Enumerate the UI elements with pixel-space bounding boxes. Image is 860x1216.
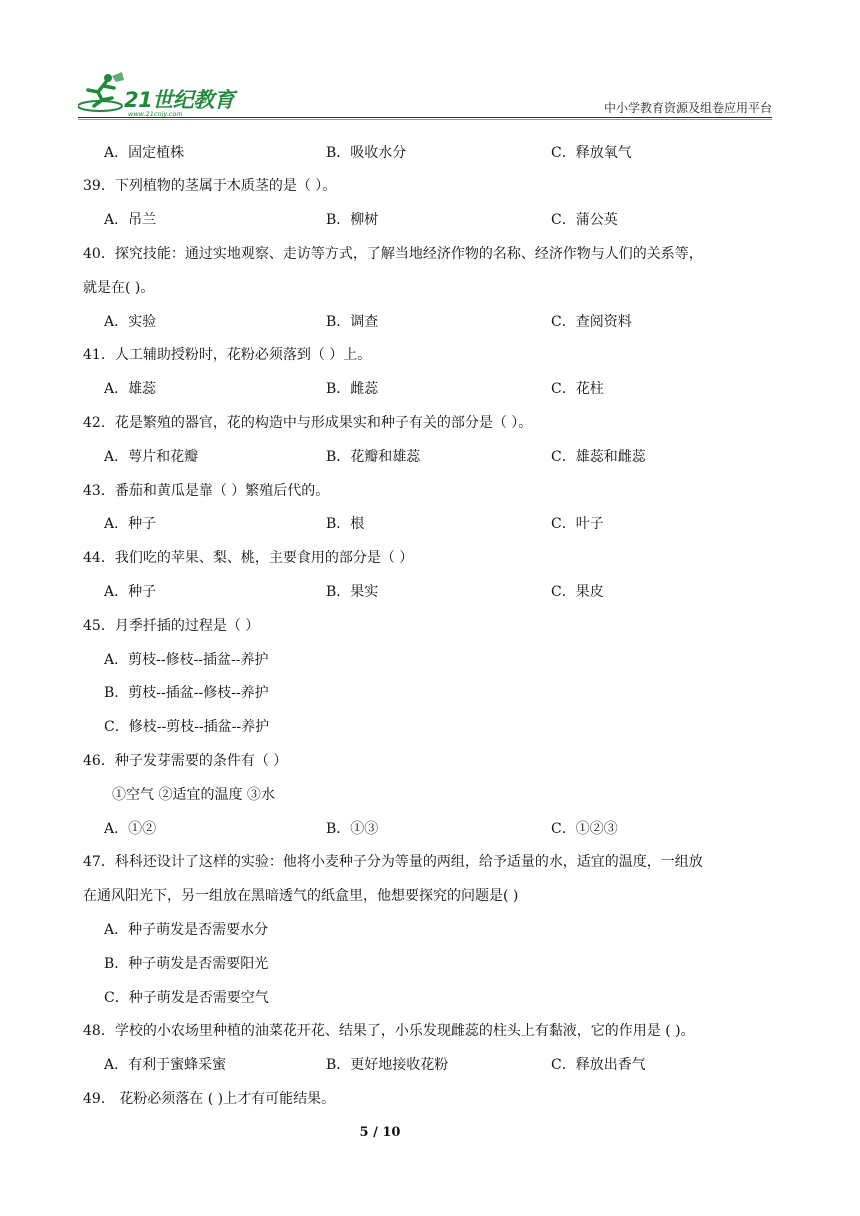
q47-option-b: B．种子萌发是否需要阳光 (104, 956, 269, 972)
q45-option-c: C．修枝--剪枝--插盆--养护 (104, 719, 270, 735)
q45-option-a: A．剪枝--修枝--插盆--养护 (104, 652, 269, 668)
q39-option-a: A．吊兰 (104, 212, 157, 228)
q39-option-b: B．柳树 (326, 212, 379, 228)
q47-stem-line1: 47．科科还设计了这样的实验：他将小麦种子分为等量的两组，给予适量的水，适宜的温度，一组放 (83, 854, 703, 870)
q48-option-b: B．更好地接收花粉 (326, 1057, 449, 1073)
q39-stem: 39．下列植物的茎属于木质茎的是（ ）。 (83, 178, 337, 194)
q39-option-c: C．蒲公英 (551, 212, 618, 228)
q47-option-a: A．种子萌发是否需要水分 (104, 922, 269, 938)
q40-option-b: B．调查 (326, 314, 379, 330)
runner-logo-icon (78, 70, 128, 116)
q47-stem-line2: 在通风阳光下，另一组放在黑暗透气的纸盒里，他想要探究的问题是( ) (83, 888, 519, 904)
q44-stem: 44．我们吃的苹果、梨、桃，主要食用的部分是（ ） (83, 550, 414, 566)
q49-stem: 49． 花粉必须落在 ( )上才有可能结果。 (83, 1091, 336, 1107)
q40-stem-line2: 就是在( )。 (83, 280, 155, 296)
q44-option-c: C．果皮 (551, 584, 604, 600)
q38-option-c: C．释放氧气 (551, 145, 632, 161)
q41-option-c: C．花柱 (551, 381, 604, 397)
q41-option-b: B．雌蕊 (326, 381, 379, 397)
page-number: 5 / 10 (359, 1125, 401, 1140)
q40-option-c: C．查阅资料 (551, 314, 632, 330)
platform-title: 中小学教育资源及组卷应用平台 (603, 101, 772, 115)
q43-option-a: A．种子 (104, 516, 157, 532)
q42-option-b: B．花瓣和雄蕊 (326, 449, 421, 465)
logo-url: www.21cnjy.com (128, 110, 183, 118)
q42-stem: 42．花是繁殖的器官，花的构造中与形成果实和种子有关的部分是（ ）。 (83, 415, 533, 431)
header-divider-thin (78, 119, 772, 120)
q43-option-b: B．根 (326, 516, 365, 532)
q38-option-a: A．固定植株 (104, 145, 185, 161)
q46-conditions: ①空气 ②适宜的温度 ③水 (112, 787, 275, 803)
q40-option-a: A．实验 (104, 314, 157, 330)
q47-option-c: C．种子萌发是否需要空气 (104, 990, 269, 1006)
q41-stem: 41．人工辅助授粉时，花粉必须落到（ ）上。 (83, 347, 372, 363)
logo-text: 21世纪教育 (124, 88, 235, 112)
q46-option-b: B．①③ (326, 821, 379, 837)
q41-option-a: A．雄蕊 (104, 381, 157, 397)
q45-option-b: B．剪枝--插盆--修枝--养护 (104, 685, 269, 701)
header-divider (78, 117, 772, 118)
q43-option-c: C．叶子 (551, 516, 604, 532)
q38-option-b: B．吸收水分 (326, 145, 407, 161)
q46-stem: 46．种子发芽需要的条件有（ ） (83, 753, 288, 769)
q48-option-a: A．有利于蜜蜂采蜜 (104, 1057, 227, 1073)
q43-stem: 43．番茄和黄瓜是靠（ ）繁殖后代的。 (83, 483, 330, 499)
q48-stem: 48．学校的小农场里种植的油菜花开花、结果了，小乐发现雌蕊的柱头上有黏液，它的作用是 ( )。 (83, 1023, 695, 1039)
q48-option-c: C．释放出香气 (551, 1057, 646, 1073)
q40-stem-line1: 40．探究技能：通过实地观察、走访等方式，了解当地经济作物的名称、经济作物与人们的关系等， (83, 246, 703, 262)
page-header (78, 66, 772, 118)
q46-option-c: C．①②③ (551, 821, 618, 837)
logo (78, 70, 268, 116)
q44-option-b: B．果实 (326, 584, 379, 600)
q42-option-a: A．萼片和花瓣 (104, 449, 199, 465)
q46-option-a: A．①② (104, 821, 157, 837)
q44-option-a: A．种子 (104, 584, 157, 600)
q42-option-c: C．雄蕊和雌蕊 (551, 449, 646, 465)
q45-stem: 45．月季扦插的过程是（ ） (83, 618, 260, 634)
